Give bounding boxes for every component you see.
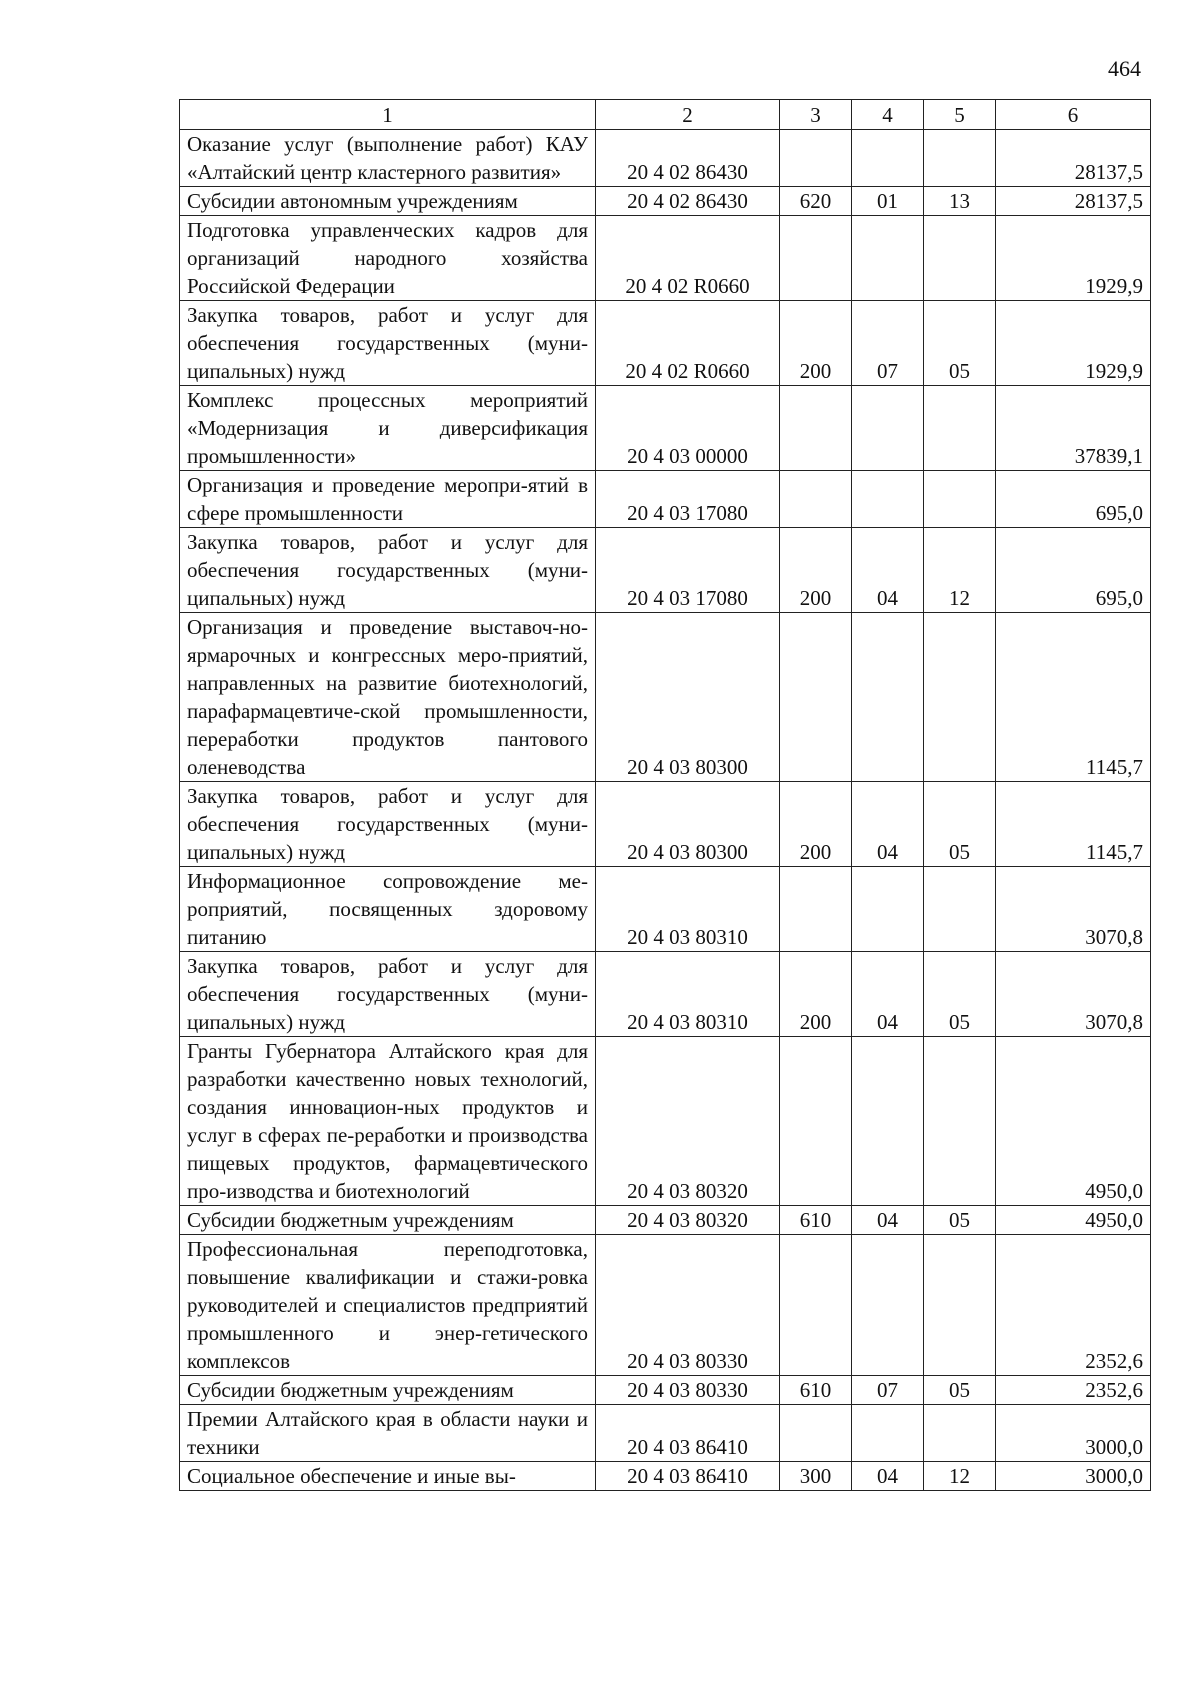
item-name-cell: Закупка товаров, работ и услуг для обеспечения государственных (муни-ципальных) нужд bbox=[180, 952, 596, 1037]
section-code-cell bbox=[852, 1037, 924, 1206]
table-row bbox=[180, 216, 1151, 301]
subsection-code-cell: 05 bbox=[924, 1206, 996, 1235]
item-name-cell: Субсидии бюджетным учреждениям bbox=[180, 1376, 596, 1405]
expense-type-cell bbox=[780, 1037, 852, 1206]
target-code-cell: 20 4 03 17080 bbox=[596, 528, 780, 613]
amount-cell: 3000,0 bbox=[996, 1462, 1151, 1491]
table-row bbox=[180, 130, 1151, 187]
subsection-code-cell bbox=[924, 1405, 996, 1462]
table-row bbox=[180, 613, 1151, 782]
amount-cell: 4950,0 bbox=[996, 1206, 1151, 1235]
expense-type-cell bbox=[780, 1235, 852, 1376]
table-row bbox=[180, 187, 1151, 216]
item-name-cell: Социальное обеспечение и иные вы- bbox=[180, 1462, 596, 1491]
budget-table bbox=[179, 99, 1151, 1491]
table-header-row bbox=[180, 100, 1151, 130]
amount-cell: 37839,1 bbox=[996, 386, 1151, 471]
table-row bbox=[180, 867, 1151, 952]
header-col-2: 2 bbox=[596, 100, 780, 130]
subsection-code-cell bbox=[924, 1037, 996, 1206]
subsection-code-cell: 05 bbox=[924, 301, 996, 386]
item-name-cell: Субсидии бюджетным учреждениям bbox=[180, 1206, 596, 1235]
table-row bbox=[180, 1206, 1151, 1235]
header-col-3: 3 bbox=[780, 100, 852, 130]
expense-type-cell bbox=[780, 1405, 852, 1462]
item-name-cell: Профессиональная переподготовка, повышение квалификации и стажи-ровка руководителей и специалистов предприятий промышленного и энер-гетического комплексов bbox=[180, 1235, 596, 1376]
target-code-cell: 20 4 03 80330 bbox=[596, 1235, 780, 1376]
item-name-cell: Организация и проведение выставоч-но-ярмарочных и конгрессных меро-приятий, направленных на развитие биотехнологий, парафармацевтиче-ской промышленности, переработки продуктов пантового оленеводства bbox=[180, 613, 596, 782]
table-row bbox=[180, 782, 1151, 867]
page-number: 464 bbox=[1108, 56, 1141, 81]
section-code-cell: 04 bbox=[852, 1462, 924, 1491]
section-code-cell bbox=[852, 471, 924, 528]
expense-type-cell: 200 bbox=[780, 782, 852, 867]
section-code-cell bbox=[852, 613, 924, 782]
subsection-code-cell: 05 bbox=[924, 782, 996, 867]
item-name-cell: Закупка товаров, работ и услуг для обеспечения государственных (муни-ципальных) нужд bbox=[180, 782, 596, 867]
target-code-cell: 20 4 03 00000 bbox=[596, 386, 780, 471]
table-row bbox=[180, 1037, 1151, 1206]
target-code-cell: 20 4 03 80320 bbox=[596, 1037, 780, 1206]
amount-cell: 695,0 bbox=[996, 528, 1151, 613]
expense-type-cell: 620 bbox=[780, 187, 852, 216]
amount-cell: 3070,8 bbox=[996, 952, 1151, 1037]
subsection-code-cell bbox=[924, 867, 996, 952]
subsection-code-cell: 12 bbox=[924, 1462, 996, 1491]
item-name-cell: Организация и проведение меропри-ятий в сфере промышленности bbox=[180, 471, 596, 528]
item-name-cell: Гранты Губернатора Алтайского края для разработки качественно новых технологий, создания инновацион-ных продуктов и услуг в сферах пе-реработки и производства пищевых продуктов, фармацевтического про-изводства и биотехнологий bbox=[180, 1037, 596, 1206]
subsection-code-cell: 13 bbox=[924, 187, 996, 216]
section-code-cell: 01 bbox=[852, 187, 924, 216]
target-code-cell: 20 4 03 80320 bbox=[596, 1206, 780, 1235]
table-row bbox=[180, 1235, 1151, 1376]
item-name-cell: Закупка товаров, работ и услуг для обеспечения государственных (муни-ципальных) нужд bbox=[180, 528, 596, 613]
header-col-5: 5 bbox=[924, 100, 996, 130]
subsection-code-cell bbox=[924, 386, 996, 471]
section-code-cell bbox=[852, 867, 924, 952]
target-code-cell: 20 4 03 80310 bbox=[596, 867, 780, 952]
table-row bbox=[180, 528, 1151, 613]
section-code-cell bbox=[852, 216, 924, 301]
header-col-6: 6 bbox=[996, 100, 1151, 130]
expense-type-cell bbox=[780, 130, 852, 187]
subsection-code-cell bbox=[924, 130, 996, 187]
section-code-cell: 04 bbox=[852, 1206, 924, 1235]
amount-cell: 1145,7 bbox=[996, 613, 1151, 782]
section-code-cell bbox=[852, 386, 924, 471]
section-code-cell: 07 bbox=[852, 1376, 924, 1405]
item-name-cell: Закупка товаров, работ и услуг для обеспечения государственных (муни-ципальных) нужд bbox=[180, 301, 596, 386]
amount-cell: 1145,7 bbox=[996, 782, 1151, 867]
expense-type-cell bbox=[780, 216, 852, 301]
item-name-cell: Информационное сопровождение ме-роприятий, посвященных здоровому питанию bbox=[180, 867, 596, 952]
target-code-cell: 20 4 02 86430 bbox=[596, 187, 780, 216]
subsection-code-cell: 12 bbox=[924, 528, 996, 613]
amount-cell: 2352,6 bbox=[996, 1376, 1151, 1405]
section-code-cell bbox=[852, 1235, 924, 1376]
subsection-code-cell: 05 bbox=[924, 1376, 996, 1405]
amount-cell: 3000,0 bbox=[996, 1405, 1151, 1462]
section-code-cell: 04 bbox=[852, 782, 924, 867]
item-name-cell: Комплекс процессных мероприятий «Модернизация и диверсификация промышленности» bbox=[180, 386, 596, 471]
amount-cell: 1929,9 bbox=[996, 216, 1151, 301]
table-row bbox=[180, 952, 1151, 1037]
header-col-4: 4 bbox=[852, 100, 924, 130]
table-row bbox=[180, 1462, 1151, 1491]
subsection-code-cell bbox=[924, 613, 996, 782]
header-col-1: 1 bbox=[180, 100, 596, 130]
subsection-code-cell: 05 bbox=[924, 952, 996, 1037]
table-row bbox=[180, 1376, 1151, 1405]
expense-type-cell: 300 bbox=[780, 1462, 852, 1491]
table-row bbox=[180, 471, 1151, 528]
target-code-cell: 20 4 03 17080 bbox=[596, 471, 780, 528]
item-name-cell: Премии Алтайского края в области науки и техники bbox=[180, 1405, 596, 1462]
amount-cell: 28137,5 bbox=[996, 187, 1151, 216]
subsection-code-cell bbox=[924, 471, 996, 528]
item-name-cell: Субсидии автономным учреждениям bbox=[180, 187, 596, 216]
target-code-cell: 20 4 03 86410 bbox=[596, 1405, 780, 1462]
table-row bbox=[180, 386, 1151, 471]
section-code-cell: 07 bbox=[852, 301, 924, 386]
expense-type-cell: 610 bbox=[780, 1376, 852, 1405]
amount-cell: 3070,8 bbox=[996, 867, 1151, 952]
target-code-cell: 20 4 03 80330 bbox=[596, 1376, 780, 1405]
target-code-cell: 20 4 02 R0660 bbox=[596, 301, 780, 386]
target-code-cell: 20 4 03 86410 bbox=[596, 1462, 780, 1491]
item-name-cell: Подготовка управленческих кадров для организаций народного хозяйства Российской Федерации bbox=[180, 216, 596, 301]
section-code-cell bbox=[852, 1405, 924, 1462]
expense-type-cell bbox=[780, 867, 852, 952]
expense-type-cell bbox=[780, 386, 852, 471]
amount-cell: 1929,9 bbox=[996, 301, 1151, 386]
expense-type-cell: 610 bbox=[780, 1206, 852, 1235]
amount-cell: 2352,6 bbox=[996, 1235, 1151, 1376]
target-code-cell: 20 4 03 80310 bbox=[596, 952, 780, 1037]
table-row bbox=[180, 301, 1151, 386]
expense-type-cell: 200 bbox=[780, 528, 852, 613]
amount-cell: 28137,5 bbox=[996, 130, 1151, 187]
amount-cell: 4950,0 bbox=[996, 1037, 1151, 1206]
target-code-cell: 20 4 03 80300 bbox=[596, 782, 780, 867]
target-code-cell: 20 4 02 86430 bbox=[596, 130, 780, 187]
amount-cell: 695,0 bbox=[996, 471, 1151, 528]
expense-type-cell bbox=[780, 613, 852, 782]
expense-type-cell: 200 bbox=[780, 952, 852, 1037]
subsection-code-cell bbox=[924, 216, 996, 301]
item-name-cell: Оказание услуг (выполнение работ) КАУ «Алтайский центр кластерного развития» bbox=[180, 130, 596, 187]
expense-type-cell bbox=[780, 471, 852, 528]
expense-type-cell: 200 bbox=[780, 301, 852, 386]
subsection-code-cell bbox=[924, 1235, 996, 1376]
table-row bbox=[180, 1405, 1151, 1462]
section-code-cell bbox=[852, 130, 924, 187]
section-code-cell: 04 bbox=[852, 952, 924, 1037]
section-code-cell: 04 bbox=[852, 528, 924, 613]
target-code-cell: 20 4 02 R0660 bbox=[596, 216, 780, 301]
target-code-cell: 20 4 03 80300 bbox=[596, 613, 780, 782]
